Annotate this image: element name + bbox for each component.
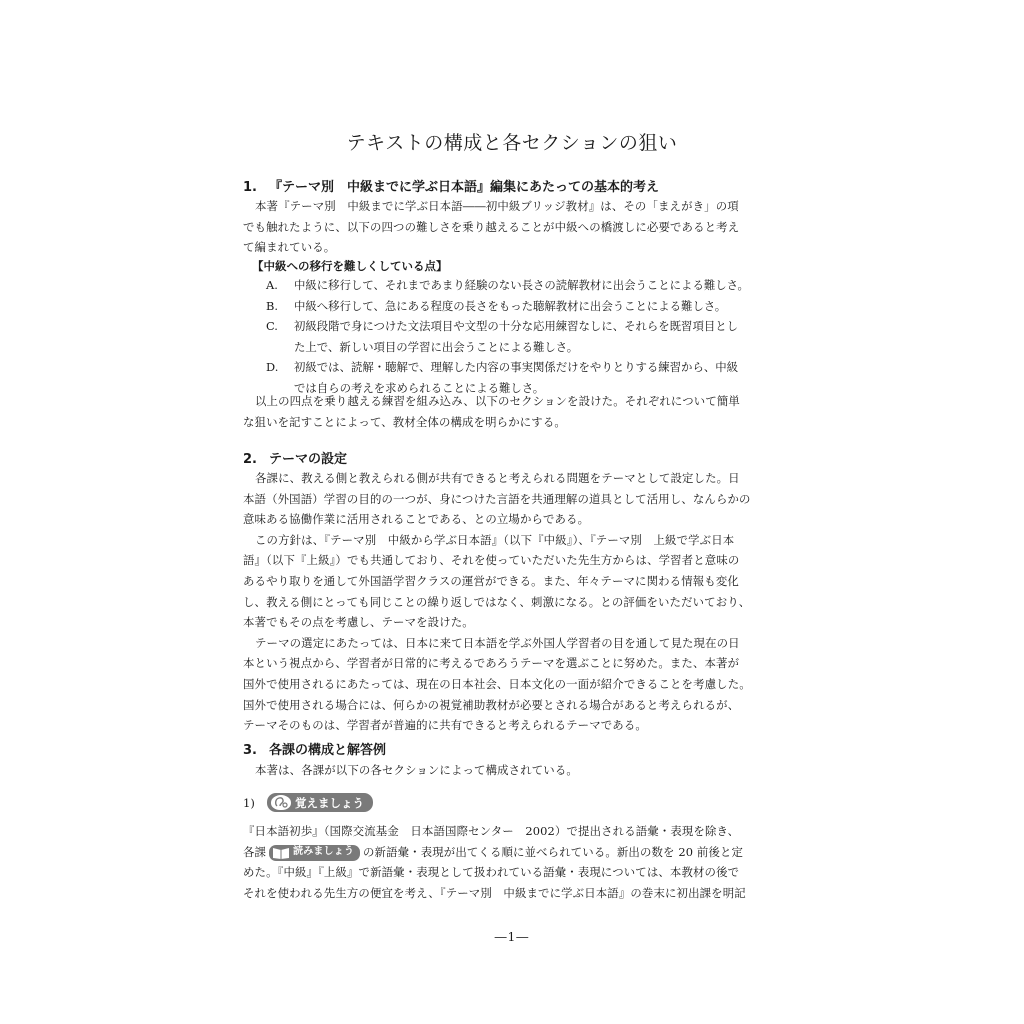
text-line: 中級へ移行して、急にある程度の長さをもった聴解教材に出会うことによる難しさ。 (294, 298, 727, 313)
text-line: めた。『中級』『上級』で新語彙・表現として扱われている語彙・表現については、本教材の後で (243, 865, 740, 880)
text-line: 本語（外国語）学習の目的の一つが、身につけた言語を共通理解の道具として活用し、なんらかの (243, 491, 751, 506)
text-line-with-pill (243, 842, 784, 863)
text-line: 以上の四点を乗り越える練習を組み込み、以下のセクションを設けた。それぞれについて簡単 (255, 394, 740, 408)
text-line: し、教える側にとっても同じことの繰り返しではなく、刺激になる。との評価をいただいており、 (243, 594, 751, 609)
text-line: て編まれている。 (243, 240, 336, 255)
text-line: この方針は、『テーマ別 中級から学ぶ日本語』（以下『中級』）、『テーマ別 上級で学ぶ日本 (255, 532, 735, 547)
list-marker: C. (266, 319, 278, 334)
list-marker: A. (266, 278, 278, 292)
text-line: 国外で使用される場合には、何らかの視覚補助教材が必要とされる場合があると考えられるが、 (243, 697, 740, 712)
text-line: テーマの選定にあたっては、日本に来て日本語を学ぶ外国人学習者の目を通して見た現在の日 (255, 635, 740, 650)
section-1-heading (243, 178, 659, 198)
section-1-intro (243, 196, 784, 258)
text-line: 中級に移行して、それまであまり経験のない長さの読解教材に出会うことによる難しさ。 (294, 278, 749, 292)
section-1-title: 『テーマ別 中級までに学ぶ日本語』編集にあたっての基本的考え (269, 180, 660, 195)
difficulty-list (266, 275, 786, 399)
ear-listen-icon (271, 795, 291, 810)
text-line: では自らの考えを求められることによる難しさ。 (294, 380, 545, 395)
section-2-paragraph-1 (243, 468, 784, 736)
text-fragment: 各課 (243, 844, 267, 859)
section-3-number: 3. (243, 743, 257, 758)
section-3-title: 各課の構成と解答例 (269, 743, 387, 758)
text-fragment: の新語彙・表現が出てくる順に並べられている。新出の数を 20 前後と定 (363, 844, 744, 859)
section-3-intro (243, 760, 784, 781)
read-label-text: 読みましょう (293, 846, 354, 858)
remember-label-pill (267, 793, 373, 812)
text-line: あるやり取りを通して外国語学習クラスの運営ができる。また、年々テーマに関わる情報も変化 (243, 573, 739, 588)
text-line: 初級段階で身につけた文法項目や文型の十分な応用練習なしに、それらを既習項目とし (294, 319, 739, 334)
item-1-number: 1) (243, 796, 255, 810)
text-line: 意味ある協働作業に活用されることである、との立場からである。 (243, 512, 590, 527)
text-line: 『日本語初歩』（国際交流基金 日本語国際センター 2002）で提出される語彙・表現を除き、 (243, 824, 740, 838)
remember-label-text: 覚えましょう (295, 795, 364, 810)
text-line: 初級では、読解・聴解で、理解した内容の事実関係だけをやりとりする練習から、中級 (294, 360, 739, 375)
read-label-pill (269, 845, 360, 861)
section-3-item-1-text (243, 821, 784, 903)
text-line: でも触れたように、以下の四つの難しさを乗り越えることが中級への橋渡しに必要であると考え (243, 219, 740, 234)
section-2-heading (243, 450, 347, 470)
section-3-heading (243, 741, 386, 761)
text-line: な狙いを記すことによって、教材全体の構成を明らかにする。 (243, 414, 566, 429)
section-1-conclusion (243, 391, 784, 432)
list-item (266, 296, 786, 317)
text-line: た上で、新しい項目の学習に出会うことによる難しさ。 (294, 339, 579, 354)
difficulty-subheading: 【中級への移行を難しくしている点】 (252, 259, 448, 273)
text-line: それを使われる先生方の便宜を考え、『テーマ別 中級までに学ぶ日本語』の巻末に初出課を明記 (243, 885, 746, 900)
text-line: 本著『テーマ別 中級までに学ぶ日本語――初中級ブリッジ教材』は、その「まえがき」の項 (255, 199, 739, 213)
text-line: 本という視点から、学習者が日常的に考えるであろうテーマを選ぶことに努めた。また、本著が (243, 656, 740, 671)
text-line: 語』（以下『上級』）でも共通しており、それを使っていただいた先生方からは、学習者と意味の (243, 553, 740, 568)
text-line: 本著は、各課が以下の各セクションによって構成されている。 (255, 763, 578, 777)
page-title: テキストの構成と各セクションの狙い (346, 132, 678, 154)
text-line: 国外で使用されるにあたっては、現在の日本社会、日本文化の一面が紹介できることを考慮した。 (243, 676, 751, 691)
list-item (266, 316, 786, 357)
section-2-title: テーマの設定 (269, 452, 348, 467)
open-book-icon (272, 846, 290, 859)
list-marker: B. (266, 298, 278, 313)
page-number: ―1― (494, 930, 530, 944)
section-2-number: 2. (243, 452, 257, 467)
section-1-number: 1. (243, 180, 257, 195)
list-marker: D. (266, 360, 279, 375)
list-item (266, 275, 786, 296)
text-line: テーマそのものは、学習者が普遍的に共有できると考えられるテーマである。 (243, 718, 647, 733)
text-line: 各課に、教える側と教えられる側が共有できると考えられる問題をテーマとして設定した。日 (255, 471, 740, 485)
text-line: 本著でもその点を考慮し、テーマを設けた。 (243, 615, 474, 630)
